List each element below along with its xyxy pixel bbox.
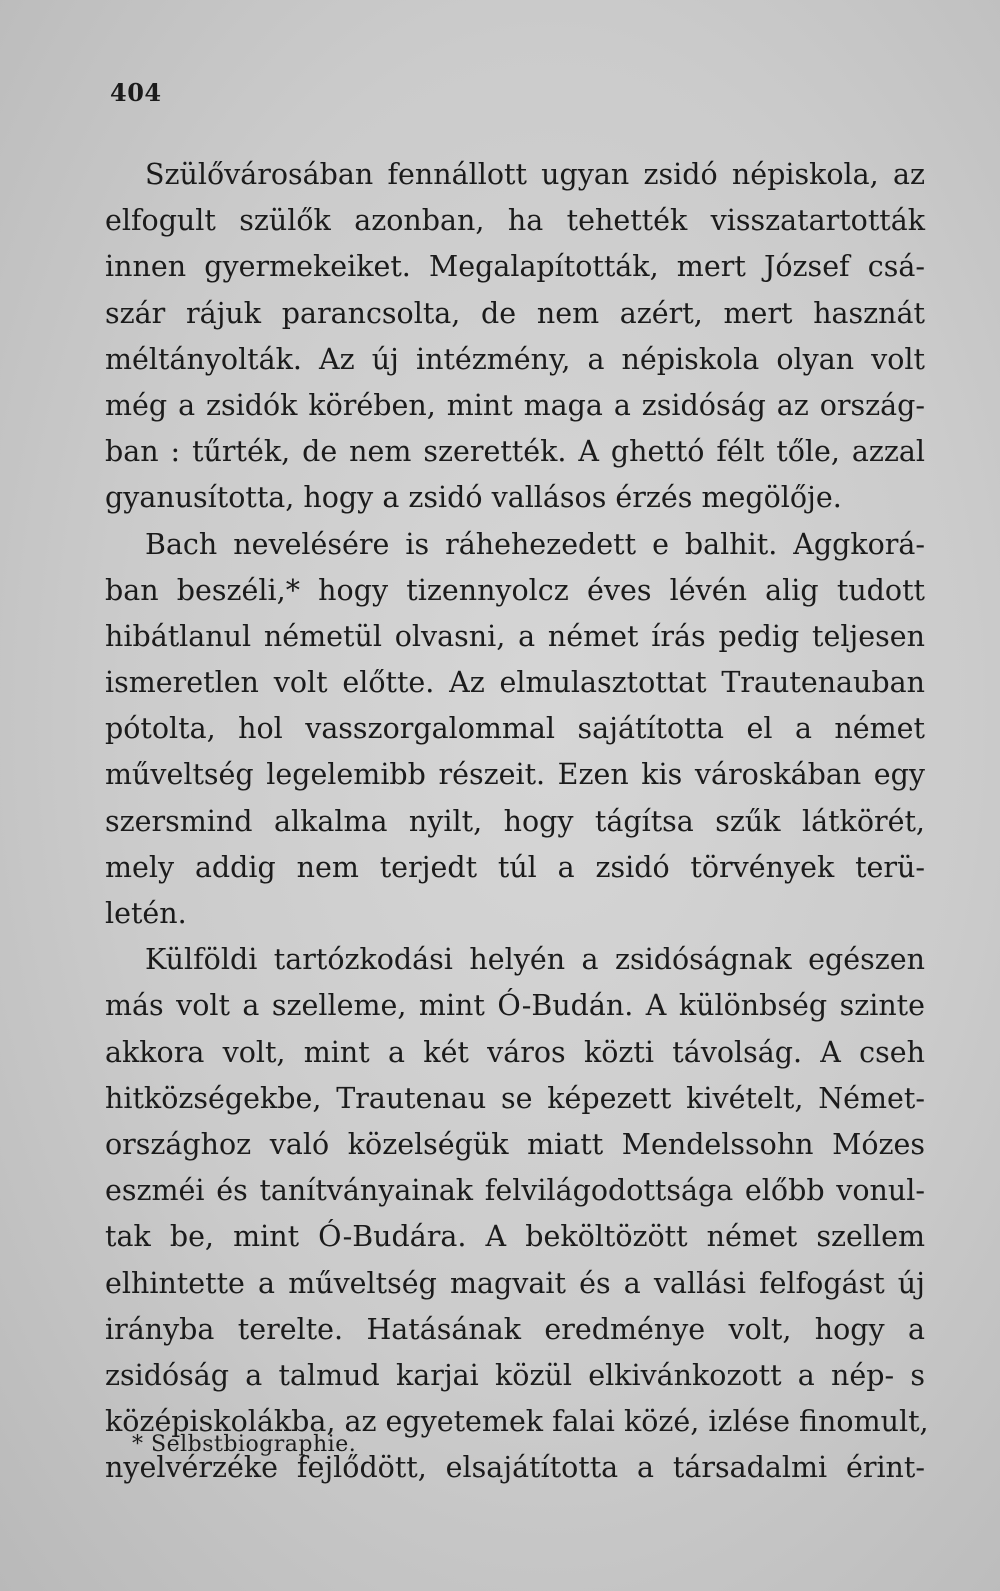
text-line: mely addig nem terjedt túl a zsidó törvények terü- (105, 850, 925, 884)
text-line: középiskolákba, az egyetemek falai közé, izlése finomult, (105, 1405, 929, 1439)
text-line: országhoz való közelségük miatt Mendelssohn Mózes (105, 1127, 925, 1161)
text-line: Külföldi tartózkodási helyén a zsidóságnak egészen (145, 943, 925, 977)
text-line: még a zsidók körében, mint maga a zsidóság az ország- (105, 388, 925, 422)
text-line: akkora volt, mint a két város közti távolság. A cseh (105, 1035, 925, 1069)
text-line: műveltség legelemibb részeit. Ezen kis városkában egy (105, 758, 925, 792)
footnote: * Selbstbiographie. (132, 1432, 357, 1457)
page-number: 404 (110, 78, 162, 107)
text-line: pótolta, hol vasszorgalommal sajátította el a német (105, 712, 925, 746)
text-line: eszméi és tanítványainak felvilágodottsága előbb vonul- (105, 1174, 925, 1208)
text-line: más volt a szelleme, mint Ó-Budán. A különbség szinte (105, 989, 925, 1023)
text-line: Szülővárosában fennállott ugyan zsidó népiskola, az (145, 158, 925, 191)
body-text (105, 152, 929, 1491)
text-line: szár rájuk parancsolta, de nem azért, mert hasznát (105, 296, 925, 330)
text-line: gyanusította, hogy a zsidó vallásos érzés megölője. (105, 481, 842, 515)
text-line: ismeretlen volt előtte. Az elmulasztottat Trautenauban (105, 666, 925, 700)
text-line: innen gyermekeiket. Megalapították, mert József csá- (105, 250, 925, 284)
text-line: zsidóság a talmud karjai közül elkivánkozott a nép- s (105, 1358, 925, 1392)
text-line: ban beszéli,* hogy tizennyolcz éves lévén alig tudott (105, 573, 925, 607)
text-line: nyelvérzéke fejlődött, elsajátította a társadalmi érint- (105, 1451, 925, 1485)
text-line: hibátlanul németül olvasni, a német írás pedig teljesen (105, 619, 925, 653)
text-line: Bach nevelésére is ráhehezedett e balhit. Aggkorá- (145, 527, 925, 561)
text-line: méltányolták. Az új intézmény, a népiskola olyan volt (105, 342, 925, 376)
text-line: tak be, mint Ó-Budára. A beköltözött német szellem (105, 1220, 925, 1254)
text-line: ban : tűrték, de nem szerették. A ghettó félt tőle, azzal (105, 435, 925, 469)
text-line: elhintette a műveltség magvait és a vallási felfogást új (105, 1266, 925, 1300)
text-line: elfogult szülők azonban, ha tehették visszatartották (105, 204, 925, 238)
text-line: irányba terelte. Hatásának eredménye volt, hogy a (105, 1312, 925, 1346)
text-line: letén. (105, 897, 187, 930)
text-line: szersmind alkalma nyilt, hogy tágítsa szűk látkörét, (105, 804, 925, 838)
text-line: hitközségekbe, Trautenau se képezett kivételt, Német- (105, 1081, 925, 1115)
